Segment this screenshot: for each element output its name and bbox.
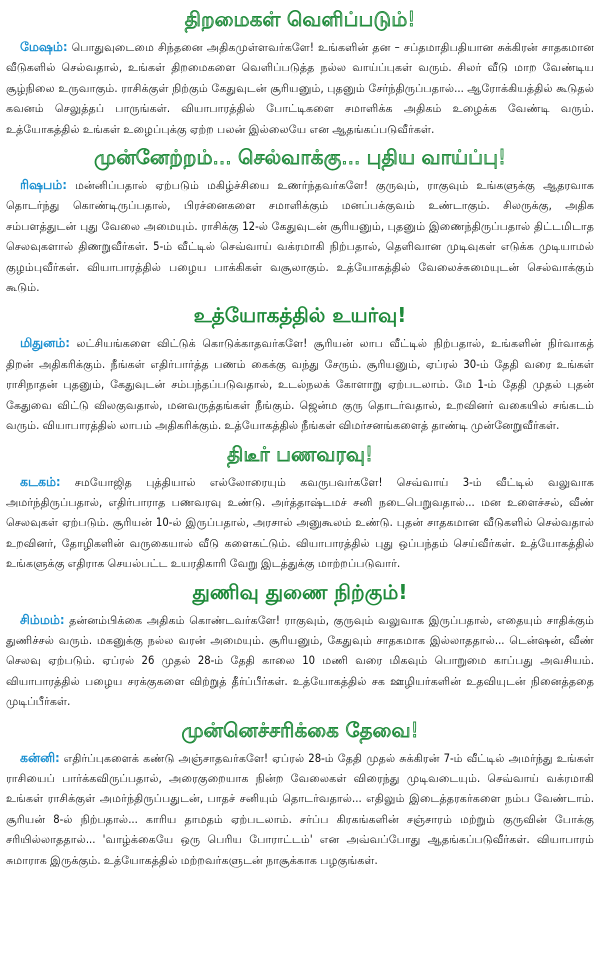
section-body: [6, 748, 594, 871]
zodiac-sign-label: மேஷம்:: [20, 39, 68, 54]
section-heading: முன்னெச்சரிக்கை தேவை!: [181, 717, 419, 742]
section-text: சமயோஜித புத்தியால் எல்லோரையும் கவருபவர்களே! செவ்வாய் 3-ம் வீட்டில் வலுவாக அமர்ந்திருப்பதால், எதிர்பாராத பணவரவு உண்டு. அர்த்தாஷ்டமச் சனி நடைபெறுவதால்... மன உளைச்சல், வீண் செலவுகள் ஏற்படும். சூரியன் 10-ல் இருப்பதால், அரசால் அனுகூலம் உண்டு. புதன் சாதகமான வீடுகளில் செல்வதால் உறவினர், தோழிகளின் வருகையால் வீடு களைகட்டும். வியாபாரத்தில் புது ஒப்பந்தம் செய்வீர்கள். உத்யோகத்தில் உங்களுக்கு எதிராக செயல்பட்ட உயரதிகாரி வேறு இடத்துக்கு மாற்றப்படுவார்.: [6, 475, 594, 571]
section-text: தன்னம்பிக்கை அதிகம் கொண்டவர்களே! ராகுவும், குருவும் வலுவாக இருப்பதால், எதையும் சாதிக்கும் துணிச்சல் வரும். மகனுக்கு நல்ல வரன் அமையும். சூரியனும், கேதுவும் சாதகமாக இல்லாததால்... டென்ஷன், வீண் செலவு ஏற்படும். ஏப்ரல் 26 முதல் 28-ம் தேதி காலை 10 மணி வரை மிகவும் பொறுமை காப்பது அவசியம். வியாபாரத்தில் பழைய சரக்குகளை விற்றுத் தீர்ப்பீர்கள். உத்யோகத்தில் சக ஊழியர்களின் உதவியுடன் நினைத்ததை முடிப்பீர்கள்.: [6, 613, 595, 709]
section-body: [6, 175, 594, 298]
section-text: மன்னிப்பதால் ஏற்படும் மகிழ்ச்சியை உணர்ந்தவர்களே! குருவும், ராகுவும் உங்களுக்கு ஆதரவாக தொடர்ந்து கொண்டிருப்பதால், பிரச்னைகளை சமாளிக்கும் மனப்பக்குவம் உண்டாகும். சிலருக்கு, அதிக சம்பளத்துடன் புது வேலை அமையும். ராசிக்கு 12-ல் கேதுவுடன் சூரியனும், புதனும் இணைந்திருப்பதால் திட்டமிடாத செலவுகளால் திணறுவீர்கள். 5-ம் வீட்டில் செவ்வாய் வக்ரமாகி நிற்பதால், தெளிவான முடிவுகள் எடுக்க முடியாமல் குழம்புவீர்கள். வியாபாரத்தில் பழைய பாக்கிகள் வசூலாகும். உத்யோகத்தில் வேலைச்சுமையுடன் செல்வாக்கும் கூடும்.: [6, 179, 594, 295]
section-heading: உத்யோகத்தில் உயர்வு!: [193, 303, 407, 328]
section-rishabam: [6, 144, 594, 298]
zodiac-sign-label: கடகம்:: [20, 473, 61, 489]
section-body: [6, 472, 594, 575]
section-text: பொதுவுடைமை சிந்தனை அதிகமுள்ளவர்களே! உங்களின் தன – சப்தமாதிபதியான சுக்கிரன் சாதகமான வீடுகளில் செல்வதால், உங்கள் திறமைகளை வெளிப்படுத்த நல்ல வாய்ப்புகள் வரும். சிலர் வீடு மாற வேண்டிய சூழ்நிலை உருவாகும். ராசிக்குள் நிற்கும் கேதுவுடன் சூரியனும், புதனும் சேர்ந்திருப்பதால்... ஆரோக்கியத்தில் கூடுதல் கவனம் செலுத்தப் பாருங்கள். வியாபாரத்தில் போட்டிகளை சமாளிக்க அதிகம் உழைக்க வேண்டி வரும். உத்யோகத்தில் உங்கள் உழைப்புக்கு ஏற்ற பலன் இல்லையே என ஆதங்கப்படுவீர்கள்.: [6, 41, 594, 136]
zodiac-sign-label: ரிஷபம்:: [20, 177, 67, 193]
zodiac-sign-label: கன்னி:: [20, 749, 60, 765]
section-mesham: [6, 6, 594, 140]
section-kanni: [6, 717, 594, 871]
section-heading: துணிவு துணை நிற்கும்!: [192, 579, 408, 604]
section-mithunam: [6, 302, 594, 436]
section-simmam: [6, 579, 594, 713]
section-heading: முன்னேற்றம்... செல்வாக்கு... புதிய வாய்ப்பு!: [94, 145, 506, 170]
zodiac-sign-label: சிம்மம்:: [20, 611, 65, 627]
section-heading: திடீர் பணவரவு!: [226, 441, 374, 466]
zodiac-sign-label: மிதுனம்:: [20, 335, 70, 351]
section-text: லட்சியங்களை விட்டுக் கொடுக்காதவர்களே! சூரியன் லாப வீட்டில் நிற்பதால், உங்களின் நிர்வாகத் திறன் அதிகரிக்கும். நீங்கள் எதிர்பார்த்த பணம் கைக்கு வந்து சேரும். சூரியனும், ஏப்ரல் 30-ம் தேதி வரை உங்கள் ராசிநாதன் புதனும், கேதுவுடன் சம்பந்தப்படுவதால், உடல்நலக் கோளாறு ஏற்படலாம். மே 1-ம் தேதி முதல் புதன் கேதுவை விட்டு விலகுவதால், மனவருத்தங்கள் நீங்கும். ஜென்ம குரு தொடர்வதால், உறவினர் வகையில் சங்கடம் வரும். வியாபாரத்தில் லாபம் அதிகரிக்கும். உத்யோகத்தில் நீங்கள் விமர்சனங்களைத் தாண்டி முன்னேறுவீர்கள்.: [6, 337, 594, 433]
section-text: எதிர்ப்புகளைக் கண்டு அஞ்சாதவர்களே! ஏப்ரல் 28-ம் தேதி முதல் சுக்கிரன் 7-ம் வீட்டில் அமர்ந்து உங்கள் ராசியைப் பார்க்கவிருப்பதால், அரைகுறையாக நின்ற வேலைகள் விரைந்து முடிவடையும். செவ்வாய் வக்ரமாகி உங்கள் ராசிக்குள் அமர்ந்திருப்பதுடன், பாதச் சனியும் தொடர்வதால்... எதிலும் இடைத்தரகர்களை நம்ப வேண்டாம். சூரியன் 8-ல் நிற்பதால்... காரிய தாமதம் ஏற்படலாம். சர்ப்ப கிரகங்களின் சஞ்சாரம் மற்றும் குருவின் போக்கு சரியில்லாததால்... 'வாழ்க்கையே ஒரு பெரிய போராட்டம்' என அவ்வப்போது ஆதங்கப்படுவீர்கள். வியாபாரம் சுமாராக இருக்கும். உத்யோகத்தில் மற்றவர்களுடன் நாசூக்காக பழகுங்கள்.: [6, 751, 594, 867]
section-body: [6, 610, 594, 713]
section-heading: திறமைகள் வெளிப்படும்!: [184, 7, 416, 31]
section-kadagam: [6, 441, 594, 575]
section-body: [6, 333, 594, 436]
section-body: [6, 37, 594, 140]
